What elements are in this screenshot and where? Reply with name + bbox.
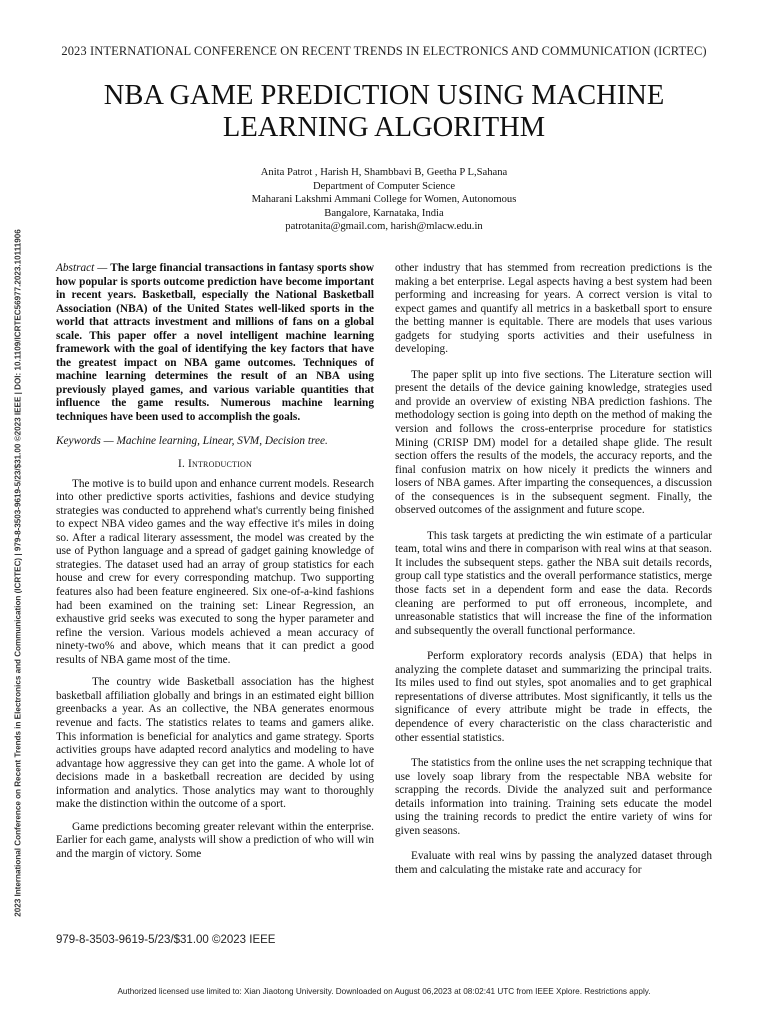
copyright-price-line: 979-8-3503-9619-5/23/$31.00 ©2023 IEEE bbox=[56, 934, 276, 946]
author-location: Bangalore, Karnataka, India bbox=[324, 207, 444, 219]
abstract-label: Abstract — bbox=[56, 262, 111, 274]
abstract-text: The large financial transactions in fantasy sports show how popular is sports outcome prediction have become important in recent years. Basketball, especially the National Basketball Association (NBA) of the United States well-liked sports in the world that attracts investment and millions of fans on a global scale. This paper offer a novel intelligent machine learning framework with the goal of identifying the key factors that have the greatest impact on NBA game outcomes. Techniques of machine learning determines the result of an NBA using previously played games, and various variable quantities that influence the game results. Numerous machine learning techniques have been used to accomplish the goals. bbox=[56, 262, 374, 424]
paper-title-line-1: NBA GAME PREDICTION USING MACHINE bbox=[103, 80, 665, 111]
paper-title-line-2: LEARNING ALGORITHM bbox=[222, 112, 546, 143]
right-paragraph-1: other industry that has stemmed from recreation predictions is the making a bet enterprise. Legal aspects having a best system had been performing and increasing for years. A correct version is vital to expect games and quantify all metrics in a basketball sport to ensure the betting manner is equitable. There are models that uses various gadgets for studying sports activities and their usefulness in developing. bbox=[395, 262, 712, 356]
intro-paragraph-3: Game predictions becoming greater relevant within the enterprise. Earlier for each game, analysts will show a prediction of who will win and the margin of victory. Some bbox=[56, 820, 374, 860]
right-paragraph-4: Perform exploratory records analysis (EDA) that helps in analyzing the complete dataset and summarizing the principal traits. Its miles used to find out styles, spot anomalies and to get graphical representations of diverse attributes. Most significantly, it tells us the significance of every attribute might be trade in effects, the dependence of every characteristic on the class characteristic and other essential statistics. bbox=[395, 650, 712, 744]
doi-sidebar-text: 2023 International Conference on Recent Trends in Electronics and Communication (ICRTEC) | 979-8-3503-9619-5/23/$31.00 ©2023 IEEE | DOI: 10.1109/ICRTEC56977.2023.10111906 bbox=[13, 229, 23, 917]
keywords: Keywords — Machine learning, Linear, SVM, Decision tree. bbox=[56, 434, 328, 447]
right-paragraph-6: Evaluate with real wins by passing the analyzed dataset through them and calculating the mistake rate and accuracy for bbox=[395, 850, 712, 876]
abstract bbox=[56, 262, 374, 425]
left-column bbox=[56, 262, 374, 861]
intro-paragraph-2: The country wide Basketball association has the highest basketball affiliation globally and brings in an estimated eight billion greenbacks a year. As an collective, the NBA generates enormous revenue and facts. The statistics relates to teams and gamers alike. This information is beneficial for analytics and game strategy. Sports activities groups have adapted record analytics and modeling to have advantage how aggressive they can get into the game. A whole lot of decisions made in a basketball recreation are decided by using information and analytics. Those analytics may want to thoroughly make the distinction within the outcome of a sport. bbox=[56, 676, 374, 811]
intro-paragraph-1: The motive is to build upon and enhance current models. Research into other predictive sports activities, fashions and device studying strategies was conducted to apprehend what's currently being finished to expect NBA video games and the way effective it's miles in doing so. After a radical literary assessment, the model was created by the use of Python language and a spread of gadget gaining knowledge of strategies. The dataset used had an array of group statistics for each house and crew for every corresponding matchup. Two supporting features also had been feature engineered. Six one-of-a-kind fashions had been examined on the training set: Linear Regression, an exhaustive grid seeks was executed to song the hyper parameter and refine the version. Various models achieved a mean accuracy of ninety-two% and above, which means that it can predict a good results of NBA game most of the time. bbox=[56, 477, 374, 666]
right-paragraph-2: The paper split up into five sections. The Literature section will present the details of the device gaining knowledge, strategies used and provide an overview of existing NBA prediction fashions. The methodology section is going into depth on the method of making the version and follows the cross-enterprise procedure for statistics Mining (CRISP DM) model for a detailed shape glide. The result section offers the results of the models, the accuracy reports, and the final confusion matrix on how nicely it predicts the winners and losers of NBA games. After imparting the consequences, a discussion of the consequences is in the subsequent segment. Finally, the observed outcomes of the assignment and future scope. bbox=[395, 368, 712, 517]
section-heading-introduction: I. Introduction bbox=[178, 458, 252, 471]
right-paragraph-5: The statistics from the online uses the net scrapping technique that use lovely soap library from the respectable NBA website for scrapping the records. Divide the analyzed suit and performance details information into training. Training sets educate the model using the training records to predict the entire variety of wins for given seasons. bbox=[395, 757, 712, 837]
author-college: Maharani Lakshmi Ammani College for Women, Autonomous bbox=[251, 194, 517, 206]
author-emails: patrotanita@gmail.com, harish@mlacw.edu.in bbox=[285, 221, 483, 233]
conference-header: 2023 INTERNATIONAL CONFERENCE ON RECENT TRENDS IN ELECTRONICS AND COMMUNICATION (ICRTEC) bbox=[61, 44, 707, 58]
right-paragraph-3: This task targets at predicting the win estimate of a particular team, total wins and there in comparison with real wins at that season. It includes the subsequent steps. gather the NBA suit details records, group call type statistics and the overall performance statistics, merge those facts set in a dependent form and ease the data. Records cleaning are performed to put off erroneous, incomplete, and unreasonable statistics that will increase the fine of the information and subsequently the overall functional performance. bbox=[395, 529, 712, 637]
author-department: Department of Computer Science bbox=[312, 180, 456, 192]
doi-sidebar bbox=[11, 178, 25, 968]
license-footer: Authorized licensed use limited to: Xian Jiaotong University. Downloaded on August 06,2023 at 08:02:41 UTC from IEEE Xplore. Restrictions apply. bbox=[117, 987, 651, 996]
author-names: Anita Patrot , Harish H, Shambbavi B, Geetha P L,Sahana bbox=[260, 167, 508, 178]
author-block bbox=[184, 166, 584, 234]
right-column bbox=[395, 262, 712, 877]
paper-title bbox=[60, 80, 708, 144]
